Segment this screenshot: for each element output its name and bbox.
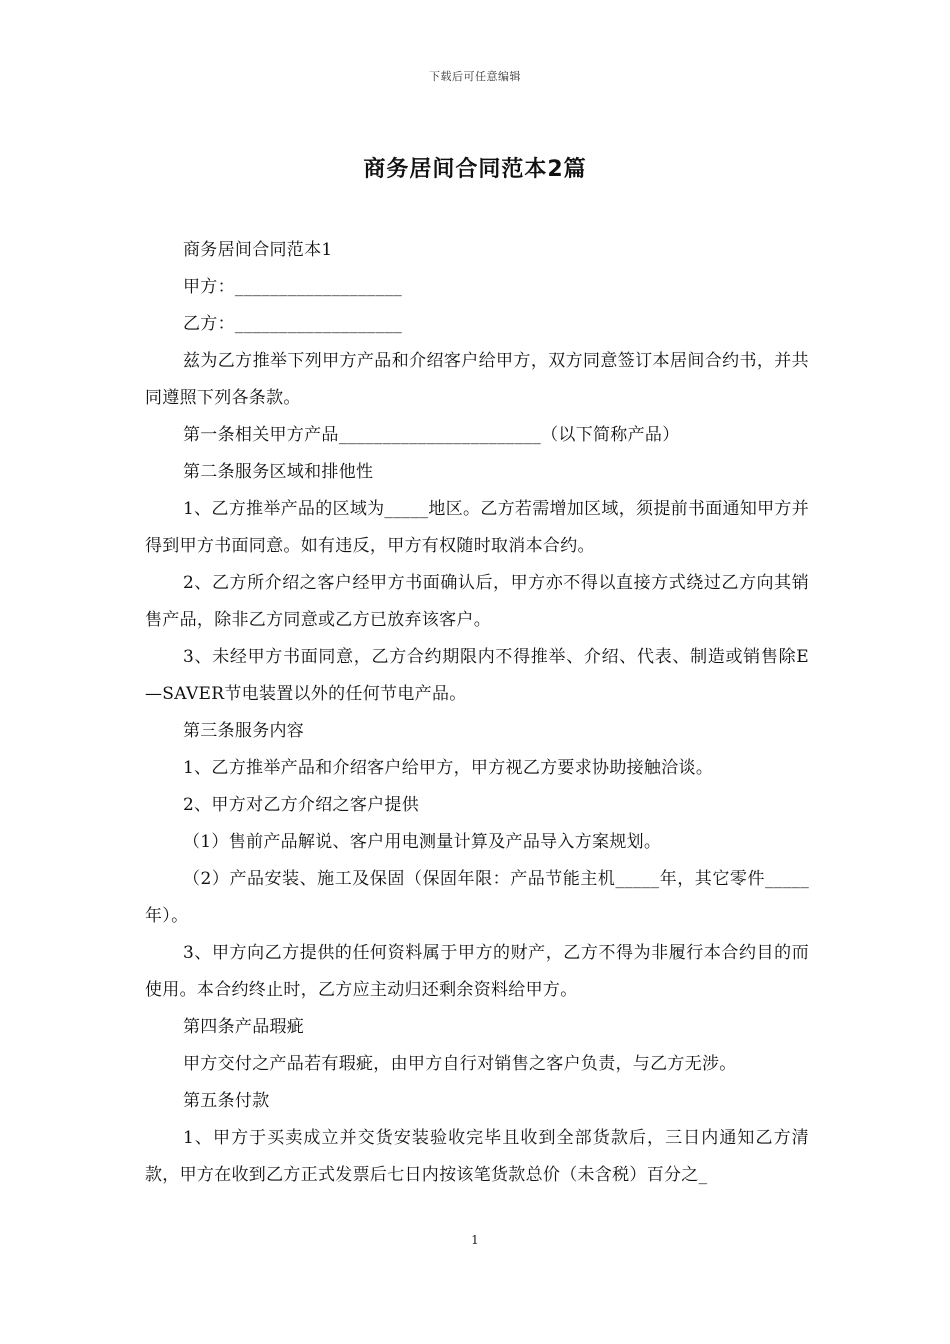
article-3-subclause-2: （2）产品安装、施工及保固（保固年限：产品节能主机_____年，其它零件_____年）。 [145, 869, 809, 926]
article-3-heading: 第三条服务内容 [183, 721, 305, 741]
article-4-body: 甲方交付之产品若有瑕疵，由甲方自行对销售之客户负责，与乙方无涉。 [183, 1054, 737, 1074]
article-3-clause-1: 1、乙方推举产品和介绍客户给甲方，甲方视乙方要求协助接触洽谈。 [183, 758, 714, 778]
section-heading: 商务居间合同范本1 [183, 240, 333, 260]
party-b-line: 乙方：___________________ [183, 314, 403, 334]
article-2-clause-2: 2、乙方所介绍之客户经甲方书面确认后，甲方亦不得以直接方式绕过乙方向其销售产品，除非乙方同意或乙方已放弃该客户。 [145, 573, 809, 630]
header-note: 下载后可任意编辑 [429, 70, 521, 83]
article-2-heading: 第二条服务区域和排他性 [183, 462, 374, 482]
document-title: 商务居间合同范本2篇 [363, 157, 587, 182]
document-body [145, 232, 809, 1194]
article-5-clause-1: 1、甲方于买卖成立并交货安装验收完毕且收到全部货款后，三日内通知乙方清款，甲方在收到乙方正式发票后七日内按该笔货款总价（未含税）百分之_ [145, 1128, 809, 1185]
article-5-heading: 第五条付款 [183, 1091, 270, 1111]
article-3-clause-3: 3、甲方向乙方提供的任何资料属于甲方的财产，乙方不得为非履行本合约目的而使用。本合约终止时，乙方应主动归还剩余资料给甲方。 [145, 943, 809, 1000]
article-4-heading: 第四条产品瑕疵 [183, 1017, 305, 1037]
article-3-clause-2: 2、甲方对乙方介绍之客户提供 [183, 795, 420, 815]
page-number: 1 [471, 1233, 479, 1247]
article-3-subclause-1: （1）售前产品解说、客户用电测量计算及产品导入方案规划。 [183, 832, 662, 852]
preamble-paragraph: 兹为乙方推举下列甲方产品和介绍客户给甲方，双方同意签订本居间合约书，并共同遵照下列各条款。 [145, 351, 809, 408]
article-2-clause-1: 1、乙方推举产品的区域为_____地区。乙方若需增加区域，须提前书面通知甲方并得到甲方书面同意。如有违反，甲方有权随时取消本合约。 [145, 499, 810, 556]
article-2-clause-3: 3、未经甲方书面同意，乙方合约期限内不得推举、介绍、代表、制造或销售除E—SAVER节电装置以外的任何节电产品。 [145, 647, 809, 704]
article-1-heading: 第一条相关甲方产品_______________________（以下简称产品） [183, 425, 680, 445]
party-a-line: 甲方：___________________ [183, 277, 403, 297]
